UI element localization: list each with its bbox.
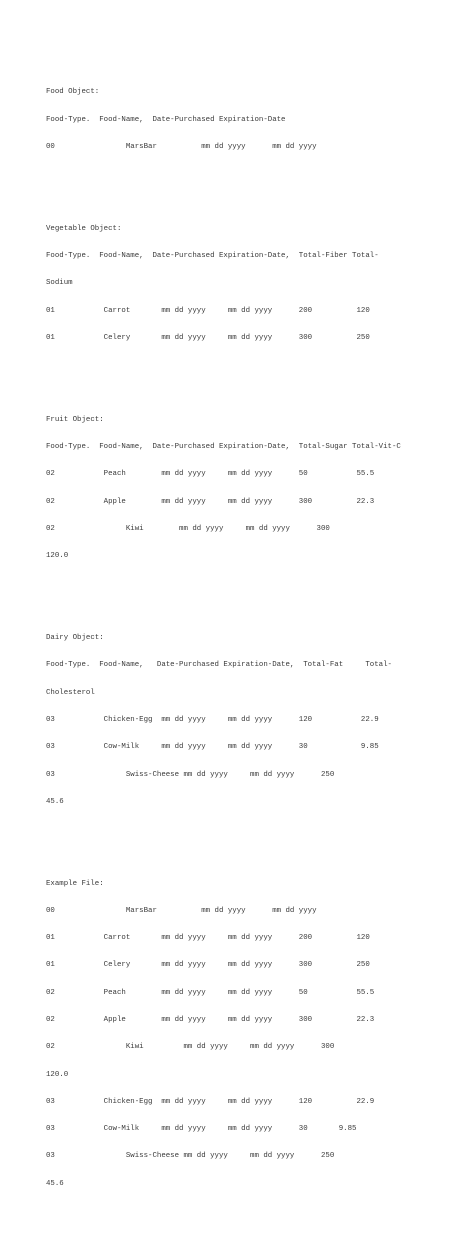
record-line: 02 Peach mm dd yyyy mm dd yyyy 50 55.5: [46, 470, 375, 479]
record-line: 02 Peach mm dd yyyy mm dd yyyy 50 55.5: [46, 988, 375, 997]
section-heading: Fruit Object:: [46, 415, 104, 424]
column-header-continuation: Sodium: [46, 279, 73, 288]
record-continuation: 45.6: [46, 1179, 64, 1188]
example-file-section: [46, 861, 446, 1207]
document-body: [46, 43, 446, 1243]
record-line: 00 MarsBar mm dd yyyy mm dd yyyy: [46, 906, 317, 915]
section-heading: Dairy Object:: [46, 634, 104, 643]
column-header-line: Food-Type. Food-Name, Date-Purchased Expiration-Date, Total-Sugar Total-Vit-C: [46, 443, 401, 452]
column-header-line: Food-Type. Food-Name, Date-Purchased Expiration-Date: [46, 115, 286, 124]
record-continuation: 120.0: [46, 552, 69, 561]
record-continuation: 45.6: [46, 797, 64, 806]
record-line: 03 Cow-Milk mm dd yyyy mm dd yyyy 30 9.85: [46, 743, 379, 752]
food-object-section: [46, 70, 446, 170]
column-header-line: Food-Type. Food-Name, Date-Purchased Expiration-Date, Total-Fat Total-: [46, 661, 392, 670]
record-line: 03 Chicken-Egg mm dd yyyy mm dd yyyy 120 22.9: [46, 715, 379, 724]
record-line: 02 Apple mm dd yyyy mm dd yyyy 300 22.3: [46, 1016, 375, 1025]
column-header-continuation: Cholesterol: [46, 688, 95, 697]
record-line: 01 Celery mm dd yyyy mm dd yyyy 300 250: [46, 334, 370, 342]
record-line: 02 Kiwi mm dd yyyy mm dd yyyy 300: [46, 1043, 335, 1052]
dairy-object-section: [46, 616, 446, 825]
record-line: 01 Carrot mm dd yyyy mm dd yyyy 200 120: [46, 306, 370, 315]
record-line: 01 Celery mm dd yyyy mm dd yyyy 300 250: [46, 961, 370, 970]
section-heading: Example File:: [46, 879, 104, 888]
record-line: 03 Cow-Milk mm dd yyyy mm dd yyyy 30 9.85: [46, 1125, 357, 1134]
record-line: 03 Swiss-Cheese mm dd yyyy mm dd yyyy 250: [46, 770, 335, 779]
record-line: 02 Apple mm dd yyyy mm dd yyyy 300 22.3: [46, 497, 375, 506]
fruit-object-section: [46, 398, 446, 580]
record-line: 03 Swiss-Cheese mm dd yyyy mm dd yyyy 250: [46, 1152, 335, 1161]
record-line: 02 Kiwi mm dd yyyy mm dd yyyy 300: [46, 524, 330, 533]
record-line: 03 Chicken-Egg mm dd yyyy mm dd yyyy 120 22.9: [46, 1097, 375, 1106]
section-heading: Food Object:: [46, 88, 100, 97]
vegetable-object-section: [46, 207, 446, 362]
column-header-line: Food-Type. Food-Name, Date-Purchased Expiration-Date, Total-Fiber Total-: [46, 252, 379, 261]
record-line: 00 MarsBar mm dd yyyy mm dd yyyy: [46, 143, 317, 152]
record-continuation: 120.0: [46, 1070, 69, 1079]
record-line: 01 Carrot mm dd yyyy mm dd yyyy 200 120: [46, 934, 370, 943]
section-heading: Vegetable Object:: [46, 224, 122, 233]
